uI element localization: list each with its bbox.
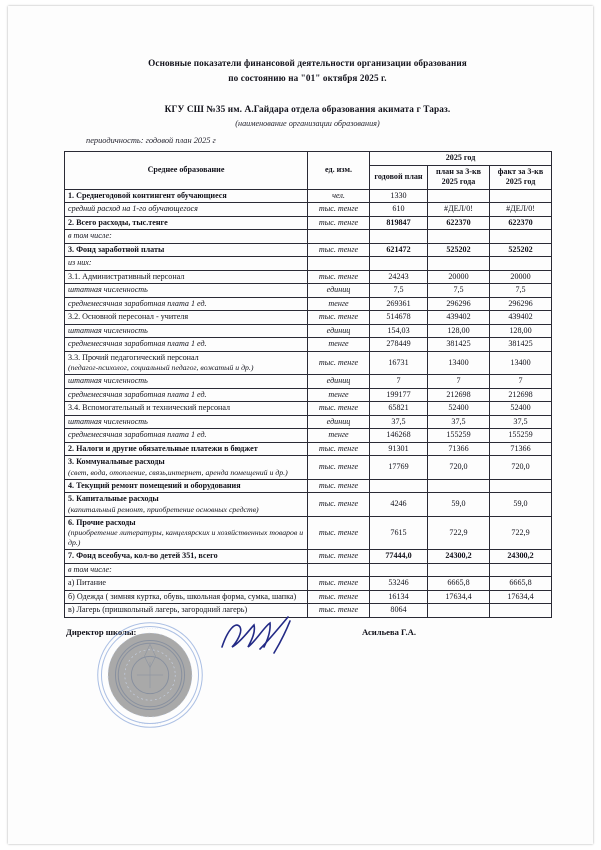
q3-fact-cell: 722,9 bbox=[490, 516, 552, 550]
q3-fact-cell: 128,00 bbox=[490, 324, 552, 338]
unit-cell: тыс. тенге bbox=[308, 216, 370, 230]
row-label bbox=[65, 189, 308, 203]
row-label bbox=[65, 442, 308, 456]
year-plan-cell: 7,5 bbox=[370, 284, 428, 298]
q3-fact-cell: 212698 bbox=[490, 388, 552, 402]
row-label bbox=[65, 243, 308, 257]
row-label-text: среднемесячная заработная плата 1 ед. bbox=[68, 298, 207, 308]
row-label-text: 1. Среднегодовой контингент обучающиеся bbox=[68, 190, 227, 200]
q3-plan-cell: 7,5 bbox=[428, 284, 490, 298]
q3-fact-cell: 296296 bbox=[490, 297, 552, 311]
q3-plan-cell: 296296 bbox=[428, 297, 490, 311]
q3-plan-cell: 155259 bbox=[428, 429, 490, 443]
q3-fact-cell: 7,5 bbox=[490, 284, 552, 298]
year-plan-cell: 146268 bbox=[370, 429, 428, 443]
row-label-text: 6. Прочие расходы bbox=[68, 517, 136, 527]
year-plan-cell: 17769 bbox=[370, 456, 428, 480]
unit-cell: тыс. тенге bbox=[308, 516, 370, 550]
unit-cell: единиц bbox=[308, 324, 370, 338]
financial-indicators-table bbox=[64, 151, 552, 618]
q3-plan-cell: 128,00 bbox=[428, 324, 490, 338]
row-label bbox=[65, 203, 308, 217]
q3-fact-cell: 720,0 bbox=[490, 456, 552, 480]
organization-caption: (наименование организации образования) bbox=[235, 119, 380, 128]
row-label-subtext: (педагог-психолог, социальный педагог, вожатый и др.) bbox=[68, 363, 254, 372]
table-row bbox=[65, 324, 552, 338]
unit-cell: единиц bbox=[308, 375, 370, 389]
row-label bbox=[65, 324, 308, 338]
unit-cell bbox=[308, 230, 370, 244]
year-plan-cell bbox=[370, 230, 428, 244]
q3-plan-cell bbox=[428, 257, 490, 271]
row-label-subtext: (приобретение литературы, канцелярских и хозяйственных товаров и др.) bbox=[68, 528, 304, 547]
row-label bbox=[65, 429, 308, 443]
q3-fact-cell: 71366 bbox=[490, 442, 552, 456]
year-plan-cell: 7 bbox=[370, 375, 428, 389]
table-row bbox=[65, 189, 552, 203]
q3-fact-cell bbox=[490, 257, 552, 271]
table-row bbox=[65, 297, 552, 311]
year-plan-cell: 199177 bbox=[370, 388, 428, 402]
title-line-1: Основные показатели финансовой деятельности организации образования bbox=[148, 58, 467, 68]
unit-cell: тыс. тенге bbox=[308, 590, 370, 604]
q3-plan-cell: 59,0 bbox=[428, 493, 490, 517]
unit-cell: тенге bbox=[308, 388, 370, 402]
row-label-text: штатная численность bbox=[68, 416, 148, 426]
unit-cell: тыс. тенге bbox=[308, 577, 370, 591]
q3-fact-cell: 17634,4 bbox=[490, 590, 552, 604]
row-label bbox=[65, 415, 308, 429]
table-row bbox=[65, 351, 552, 375]
row-label bbox=[65, 516, 308, 550]
table-head bbox=[65, 152, 552, 190]
th-q3-fact: факт за 3-кв 2025 год bbox=[490, 165, 552, 189]
unit-cell bbox=[308, 257, 370, 271]
q3-plan-cell: #ДЕЛ/0! bbox=[428, 203, 490, 217]
q3-fact-cell: 7 bbox=[490, 375, 552, 389]
q3-plan-cell: 622370 bbox=[428, 216, 490, 230]
document-content bbox=[64, 56, 551, 726]
table-header-row-1 bbox=[65, 152, 552, 166]
q3-plan-cell: 7 bbox=[428, 375, 490, 389]
q3-plan-cell bbox=[428, 230, 490, 244]
unit-cell: тыс. тенге bbox=[308, 203, 370, 217]
row-label bbox=[65, 577, 308, 591]
row-label-text: 4. Текущий ремонт помещений и оборудования bbox=[68, 480, 241, 490]
table-row bbox=[65, 388, 552, 402]
row-label-text: из них: bbox=[68, 258, 92, 267]
q3-plan-cell: 722,9 bbox=[428, 516, 490, 550]
th-year-group: 2025 год bbox=[370, 152, 552, 166]
row-label-text: 3. Коммунальные расходы bbox=[68, 457, 165, 466]
row-label bbox=[65, 479, 308, 493]
row-label-text: 2. Всего расходы, тыс.тенге bbox=[68, 217, 168, 227]
th-year-plan: годовой план bbox=[370, 165, 428, 189]
q3-fact-cell: 24300,2 bbox=[490, 550, 552, 564]
row-label-subtext: (свет, вода, отопление, связь,интернет, аренда помещений и др.) bbox=[68, 467, 288, 477]
year-plan-cell: 621472 bbox=[370, 243, 428, 257]
row-label-text: 2. Налоги и другие обязательные платежи в бюджет bbox=[68, 443, 258, 453]
table-row bbox=[65, 577, 552, 591]
q3-plan-cell bbox=[428, 189, 490, 203]
q3-plan-cell: 525202 bbox=[428, 243, 490, 257]
unit-cell: тыс. тенге bbox=[308, 402, 370, 416]
signature-block bbox=[64, 625, 551, 726]
q3-fact-cell bbox=[490, 563, 552, 577]
row-label-text: штатная численность bbox=[68, 376, 148, 385]
unit-cell: единиц bbox=[308, 284, 370, 298]
year-plan-cell: 8064 bbox=[370, 604, 428, 618]
row-label bbox=[65, 402, 308, 416]
unit-cell: тыс. тенге bbox=[308, 550, 370, 564]
q3-fact-cell: #ДЕЛ/0! bbox=[490, 203, 552, 217]
table-body bbox=[65, 189, 552, 617]
row-label bbox=[65, 216, 308, 230]
row-label-text: б) Одежда ( зимняя куртка, обувь, школьная форма, сумка, шапка) bbox=[68, 591, 297, 601]
svg-text:· · · · · · · · ·: · · · · · · · · · bbox=[138, 625, 162, 631]
official-stamp-icon bbox=[94, 619, 206, 731]
year-plan-cell: 91301 bbox=[370, 442, 428, 456]
row-label-text: среднемесячная заработная плата 1 ед. bbox=[68, 430, 207, 439]
row-label-text: в том числе: bbox=[68, 231, 112, 240]
table-row bbox=[65, 590, 552, 604]
q3-plan-cell: 71366 bbox=[428, 442, 490, 456]
table-row bbox=[65, 456, 552, 480]
year-plan-cell: 269361 bbox=[370, 297, 428, 311]
row-label-text: 3.4. Вспомогательный и технический персонал bbox=[68, 403, 231, 412]
q3-plan-cell: 52400 bbox=[428, 402, 490, 416]
year-plan-cell: 154,03 bbox=[370, 324, 428, 338]
row-label bbox=[65, 338, 308, 352]
document-title bbox=[64, 56, 551, 85]
row-label bbox=[65, 230, 308, 244]
table-row bbox=[65, 493, 552, 517]
th-education-level: Среднее образование bbox=[65, 152, 308, 190]
unit-cell: чел. bbox=[308, 189, 370, 203]
q3-fact-cell: 37,5 bbox=[490, 415, 552, 429]
row-label bbox=[65, 311, 308, 325]
row-label bbox=[65, 351, 308, 375]
row-label-text: средний расход на 1-го обучающегося bbox=[68, 204, 198, 213]
table-row bbox=[65, 270, 552, 284]
q3-fact-cell: 155259 bbox=[490, 429, 552, 443]
year-plan-cell: 16731 bbox=[370, 351, 428, 375]
q3-plan-cell: 20000 bbox=[428, 270, 490, 284]
year-plan-cell: 16134 bbox=[370, 590, 428, 604]
year-plan-cell: 514678 bbox=[370, 311, 428, 325]
row-label-text: 7. Фонд всеобуча, кол-во детей 351, всего bbox=[68, 551, 218, 560]
table-row bbox=[65, 429, 552, 443]
th-unit: ед. изм. bbox=[308, 152, 370, 190]
row-label-text: штатная численность bbox=[68, 285, 148, 294]
table-row bbox=[65, 442, 552, 456]
row-label-text: среднемесячная заработная плата 1 ед. bbox=[68, 339, 207, 348]
q3-fact-cell: 59,0 bbox=[490, 493, 552, 517]
year-plan-cell bbox=[370, 563, 428, 577]
q3-plan-cell: 24300,2 bbox=[428, 550, 490, 564]
unit-cell: тенге bbox=[308, 297, 370, 311]
row-label bbox=[65, 493, 308, 517]
table-row bbox=[65, 338, 552, 352]
year-plan-cell: 24243 bbox=[370, 270, 428, 284]
q3-plan-cell: 13400 bbox=[428, 351, 490, 375]
unit-cell: тыс. тенге bbox=[308, 493, 370, 517]
q3-fact-cell: 52400 bbox=[490, 402, 552, 416]
unit-cell: тыс. тенге bbox=[308, 311, 370, 325]
row-label-text: штатная численность bbox=[68, 325, 148, 335]
row-label bbox=[65, 257, 308, 271]
row-label-text: 3.2. Основной пересонал - учителя bbox=[68, 312, 189, 321]
q3-fact-cell: 13400 bbox=[490, 351, 552, 375]
table-row bbox=[65, 203, 552, 217]
row-label bbox=[65, 297, 308, 311]
table-row bbox=[65, 230, 552, 244]
q3-fact-cell: 525202 bbox=[490, 243, 552, 257]
row-label-text: а) Питание bbox=[68, 578, 106, 587]
row-label bbox=[65, 270, 308, 284]
table-row bbox=[65, 550, 552, 564]
table-row bbox=[65, 284, 552, 298]
year-plan-cell: 37,5 bbox=[370, 415, 428, 429]
svg-text:· · · · · · · · ·: · · · · · · · · · bbox=[138, 720, 162, 726]
q3-fact-cell bbox=[490, 604, 552, 618]
table-row bbox=[65, 375, 552, 389]
unit-cell: тыс. тенге bbox=[308, 270, 370, 284]
organization-name: КГУ СШ №35 им. А.Гайдара отдела образования акимата г Тараз. bbox=[164, 105, 451, 115]
q3-plan-cell: 212698 bbox=[428, 388, 490, 402]
director-label: Директор школы: bbox=[66, 626, 137, 637]
year-plan-cell: 77444,0 bbox=[370, 550, 428, 564]
year-plan-cell bbox=[370, 479, 428, 493]
row-label bbox=[65, 284, 308, 298]
row-label bbox=[65, 456, 308, 480]
row-label bbox=[65, 550, 308, 564]
unit-cell: тыс. тенге bbox=[308, 442, 370, 456]
unit-cell bbox=[308, 563, 370, 577]
row-label bbox=[65, 590, 308, 604]
q3-fact-cell: 622370 bbox=[490, 216, 552, 230]
unit-cell: тыс. тенге bbox=[308, 351, 370, 375]
periodicity-line: периодичность: годовой план 2025 г bbox=[86, 136, 216, 145]
q3-fact-cell bbox=[490, 479, 552, 493]
year-plan-cell: 278449 bbox=[370, 338, 428, 352]
row-label-text: среднемесячная заработная плата 1 ед. bbox=[68, 389, 207, 399]
q3-plan-cell: 6665,8 bbox=[428, 577, 490, 591]
table-row bbox=[65, 415, 552, 429]
row-label-text: 3.3. Прочий педагогический персонал bbox=[68, 352, 199, 362]
handwritten-signature bbox=[216, 613, 306, 667]
year-plan-cell bbox=[370, 257, 428, 271]
year-plan-cell: 4246 bbox=[370, 493, 428, 517]
q3-plan-cell: 439402 bbox=[428, 311, 490, 325]
row-label bbox=[65, 375, 308, 389]
q3-fact-cell bbox=[490, 189, 552, 203]
q3-plan-cell: 17634,4 bbox=[428, 590, 490, 604]
q3-plan-cell: 37,5 bbox=[428, 415, 490, 429]
q3-plan-cell bbox=[428, 604, 490, 618]
row-label-text: 3. Фонд заработной платы bbox=[68, 244, 165, 254]
year-plan-cell: 7615 bbox=[370, 516, 428, 550]
unit-cell: тыс. тенге bbox=[308, 243, 370, 257]
year-plan-cell: 1330 bbox=[370, 189, 428, 203]
q3-fact-cell: 6665,8 bbox=[490, 577, 552, 591]
q3-fact-cell bbox=[490, 230, 552, 244]
table-row bbox=[65, 479, 552, 493]
table-row bbox=[65, 216, 552, 230]
table-row bbox=[65, 516, 552, 550]
row-label-text: в том числе: bbox=[68, 564, 112, 574]
unit-cell: единиц bbox=[308, 415, 370, 429]
year-plan-cell: 610 bbox=[370, 203, 428, 217]
table-row bbox=[65, 402, 552, 416]
table-row bbox=[65, 563, 552, 577]
row-label bbox=[65, 563, 308, 577]
year-plan-cell: 65821 bbox=[370, 402, 428, 416]
year-plan-cell: 53246 bbox=[370, 577, 428, 591]
title-line-2: по состоянию на "01" октября 2025 г. bbox=[228, 73, 387, 83]
th-q3-plan: план за 3-кв 2025 года bbox=[428, 165, 490, 189]
q3-fact-cell: 20000 bbox=[490, 270, 552, 284]
unit-cell: тыс. тенге bbox=[308, 456, 370, 480]
table-row bbox=[65, 604, 552, 618]
director-name: Асильева Г.А. bbox=[362, 626, 417, 637]
row-label-text: 5. Капитальные расходы bbox=[68, 494, 159, 503]
unit-cell: тенге bbox=[308, 338, 370, 352]
table-row bbox=[65, 257, 552, 271]
q3-plan-cell bbox=[428, 563, 490, 577]
year-plan-cell: 819847 bbox=[370, 216, 428, 230]
q3-fact-cell: 381425 bbox=[490, 338, 552, 352]
q3-fact-cell: 439402 bbox=[490, 311, 552, 325]
q3-plan-cell bbox=[428, 479, 490, 493]
row-label-text: в) Лагерь (пришкольный лагерь, загородний лагерь) bbox=[68, 605, 248, 614]
row-label-subtext: (капитальный ремонт, приобретение основных средств) bbox=[68, 504, 259, 514]
unit-cell: тыс. тенге bbox=[308, 604, 370, 618]
table-row bbox=[65, 243, 552, 257]
unit-cell: тенге bbox=[308, 429, 370, 443]
document-sheet bbox=[8, 6, 593, 844]
unit-cell: тыс. тенге bbox=[308, 479, 370, 493]
q3-plan-cell: 381425 bbox=[428, 338, 490, 352]
row-label bbox=[65, 388, 308, 402]
row-label-text: 3.1. Административный персонал bbox=[68, 271, 185, 281]
table-row bbox=[65, 311, 552, 325]
q3-plan-cell: 720,0 bbox=[428, 456, 490, 480]
